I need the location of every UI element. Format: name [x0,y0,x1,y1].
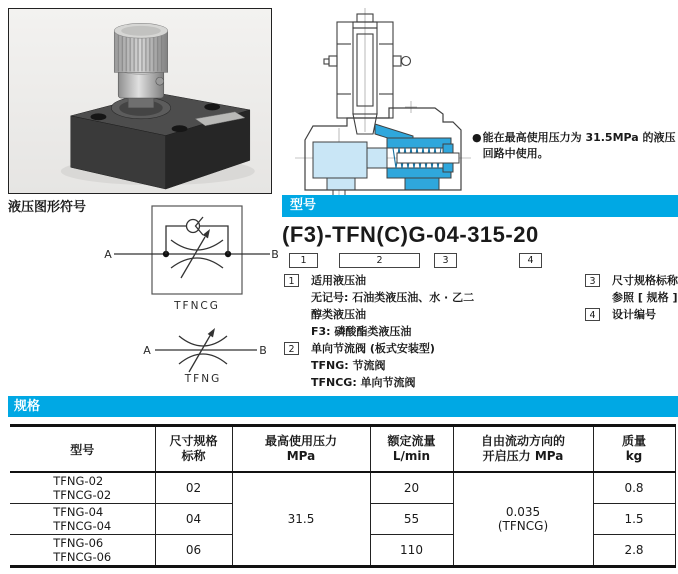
lock-screw [156,77,164,85]
legend-num-3: 3 [585,274,600,287]
bypass-line-left [166,226,186,254]
symbols-section-title: 液压图形符号 [8,200,87,215]
usage-note-text [483,130,676,162]
poppet-rod [397,153,459,163]
legend3-line1: 尺寸规格标称 [612,274,678,287]
spec-row-02 [10,472,675,504]
callout-box-1: 1 [289,253,318,268]
callout-box-2: 2 [339,253,420,268]
legend-text-2 [311,340,435,391]
legend-item-1 [284,272,584,340]
legend-num-2: 2 [284,342,299,355]
adjust-arrow-shaft [189,334,211,372]
legend1-line3: 醇类液压油 [311,308,366,321]
tfng-caption: TFNG [184,373,222,385]
size-cell: 06 [155,535,232,567]
legend2-line3: TFNCG: 单向节流阀 [311,376,416,389]
legend1-line2: 无记号: 石油类液压油、水 · 乙二 [311,291,475,304]
adjustment-knob [114,23,167,108]
usage-note [472,130,676,162]
legend-text-1 [311,272,474,340]
spec-section-header: 规格 [8,396,678,417]
port-b-label: B [271,248,279,261]
model-cell: TFNG-02 TFNCG-02 [10,472,155,504]
mass-cell: 0.8 [593,472,675,504]
throttle-arc-upper [179,336,227,346]
model-cell: TFNG-04 TFNCG-04 [10,504,155,535]
cross-section-drawing [293,8,473,200]
col-model: 型号 [10,426,155,473]
spec-table-header-row [10,426,675,473]
model-legend-right [585,272,678,323]
adjust-arrow-shaft [181,237,205,278]
legend1-line1: 适用液压油 [311,274,366,287]
adjust-arrow-head [203,229,210,238]
tfncg-symbol [100,202,280,314]
port-b-label: B [259,344,267,357]
legend-num-4: 4 [585,308,600,321]
mass-cell: 1.5 [593,504,675,535]
legend-item-4 [585,306,678,323]
mass-cell: 2.8 [593,535,675,567]
tfng-symbol [135,318,275,386]
bullet-icon: ● [472,131,482,144]
throttle-arc-lower [179,354,227,364]
legend-text-3 [612,272,678,306]
check-valve-ball [187,220,200,233]
spec-table [10,424,676,568]
valve-photo-illustration [9,9,271,193]
opening-pressure-cell: 0.035 (TFNCG) [453,472,593,567]
model-section-header: 型号 [282,195,678,217]
model-code: (F3)-TFN(C)G-04-315-20 [282,222,539,247]
throttle-arc-lower [171,258,223,268]
max-pressure-cell: 31.5 [232,472,370,567]
legend-num-1: 1 [284,274,299,287]
legend2-line1: 单向节流阀 (板式安装型) [311,342,435,355]
flow-cell: 55 [370,504,453,535]
adjust-arrow-head [208,328,215,337]
model-cell: TFNG-06 TFNCG-06 [10,535,155,567]
legend4-line1: 设计编号 [612,308,656,321]
usage-note-line2: 回路中使用。 [482,147,549,160]
col-rated-flow: 额定流量 L/min [370,426,453,473]
model-legend-left [284,272,584,391]
throttle-arc-upper [171,240,223,250]
port-a-label: A [104,248,112,261]
callout-box-4: 4 [519,253,542,268]
tfncg-caption: TFNCG [174,300,220,312]
col-opening-pressure: 自由流动方向的 开启压力 MPa [453,426,593,473]
col-size: 尺寸规格 标称 [155,426,232,473]
legend1-line4: F3: 磷酸酯类液压油 [311,325,412,338]
usage-note-line1: 能在最高使用压力为 31.5MPa 的液压 [482,131,676,144]
knob-assembly-outline [324,14,411,134]
legend2-line2: TFNG: 节流阀 [311,359,386,372]
callout-box-3: 3 [434,253,457,268]
product-photo-box [8,8,272,194]
legend-text-4 [612,306,656,323]
size-cell: 02 [155,472,232,504]
legend-item-2 [284,340,584,391]
flow-cell: 110 [370,535,453,567]
col-max-pressure: 最高使用压力 MPa [232,426,370,473]
legend3-line2: 参照 [ 规格 ] [612,291,678,304]
legend-item-3 [585,272,678,306]
col-mass: 质量 kg [593,426,675,473]
port-a-label: A [143,344,151,357]
flow-cell: 20 [370,472,453,504]
size-cell: 04 [155,504,232,535]
valve-body [305,108,461,198]
